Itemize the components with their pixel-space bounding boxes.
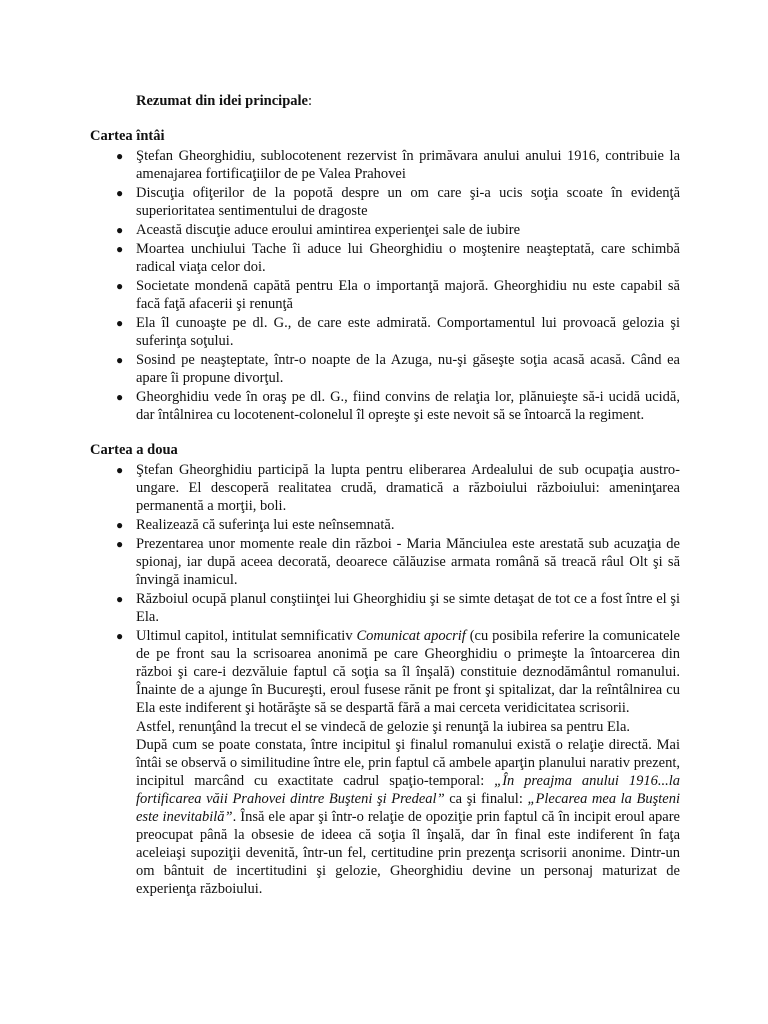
list-item: [90, 221, 680, 239]
continuation-block: [90, 718, 680, 898]
bullet-icon: ●: [116, 518, 124, 532]
list-item: [90, 461, 680, 515]
list-item-text: Societate mondenă capătă pentru Ela o importanţă majoră. Gheorghidiu nu este capabil să facă faţă afacerii şi renunţă: [136, 278, 680, 312]
list-item-text: Realizează că suferinţa lui este neînsemnată.: [136, 517, 395, 533]
list-item-text: Discuţia ofiţerilor de la popotă despre un om care şi-a ucis soţia scoate în evidenţă superioritatea sentimentului de dragoste: [136, 185, 680, 219]
list-item-text: Războiul ocupă planul conştiinţei lui Gheorghidiu şi se simte detaşat de tot ce a fost între el şi Ela.: [136, 591, 680, 625]
last-item-pre: Ultimul capitol, intitulat semnificativ: [136, 628, 357, 644]
section-title-book1: Cartea întâi: [90, 128, 165, 144]
book2-list: [90, 461, 680, 899]
bullet-icon: ●: [116, 279, 124, 293]
heading-text: Rezumat din idei principale: [136, 93, 308, 109]
bullet-icon: ●: [116, 353, 124, 367]
list-item: [90, 314, 680, 350]
bullet-icon: ●: [116, 463, 124, 477]
list-item-text: Ştefan Gheorghidiu participă la lupta pentru eliberarea Ardealului de sub ocupaţia austro-ungare. El descoperă realitatea crudă, dramatică a războiului războiului: ameninţarea permanentă a morţii, boli.: [136, 462, 680, 514]
bullet-icon: ●: [116, 390, 124, 404]
heading-colon: :: [308, 93, 313, 109]
list-item: [90, 147, 680, 183]
list-item: [90, 516, 680, 534]
book1-list: [90, 147, 680, 425]
list-item: [90, 277, 680, 313]
paragraph-astfel: Astfel, renunţând la trecut el se vindecă de gelozie şi renunţă la iubirea sa pentru Ela.: [136, 719, 631, 735]
list-item: [90, 535, 680, 589]
para2-part-b: ca şi finalul:: [444, 791, 528, 807]
quote-incipit: „În preajma anului 1916...la fortificarea văii Prahovei dintre Buşteni şi Predeal”: [136, 773, 680, 807]
list-item: [90, 184, 680, 220]
list-item-text: Ştefan Gheorghidiu, sublocotenent rezervist în primăvara anului anului 1916, contribuie la amenajarea fortificaţiilor de pe Valea Prahovei: [136, 148, 680, 182]
bullet-icon: ●: [116, 592, 124, 606]
list-item: [90, 627, 680, 717]
list-item-text: Prezentarea unor momente reale din război - Maria Mănciulea este arestată sub acuzaţia de spionaj, iar după aceea decorată, deoarece călăuzise armata română să treacă râul Olt şi să învingă inamicul.: [136, 536, 680, 588]
bullet-icon: ●: [116, 186, 124, 200]
para2-part-a: După cum se poate constata, între incipitul şi finalul romanului există o relaţie directă. Mai întâi se observă o similitudine între ele, prin faptul că ambele aparţin planului narativ prezent, incipitul marcând cu exactitate cadrul spaţio-temporal:: [136, 737, 680, 789]
list-item-text: Gheorghidiu vede în oraş pe dl. G., fiind convins de relaţia lor, plănuieşte să-i ucidă ucidă, dar întâlnirea cu locotenent-colonelul îl opreşte şi este nevoit să se întoarcă la regiment.: [136, 389, 680, 423]
bullet-icon: ●: [116, 537, 124, 551]
list-item-text: Moartea unchiului Tache îi aduce lui Gheorghidiu o moştenire neaşteptată, care schimbă radical viaţa celor doi.: [136, 241, 680, 275]
list-item-text: Această discuţie aduce eroului amintirea experienţei sale de iubire: [136, 222, 521, 238]
bullet-icon: ●: [116, 223, 124, 237]
list-item: [90, 351, 680, 387]
list-item: [90, 388, 680, 424]
list-item: [90, 240, 680, 276]
continuation-text: [90, 718, 680, 898]
quote-final: „Plecarea mea la Buşteni este inevitabilă”: [136, 791, 681, 825]
list-item: [90, 590, 680, 626]
bullet-icon: ●: [116, 242, 124, 256]
last-item-post: (cu posibila referire la comunicatele de pe front sau la scrisoarea anonimă pe care Gheorghidiu o primeşte la întoarcerea din război şi care-i dezvăluie faptul că soţia sa îl înşală) constituie deznodământul romanului. Înainte de a ajunge în Bucureşti, eroul fusese rănit pe front şi spitalizat, dar la reîntâlnirea cu Ela este indiferent şi hotărăşte să se despartă fără a mai cerceta veridicitatea scrisorii.: [136, 628, 680, 716]
paragraph-concluzie: [136, 736, 680, 898]
last-item-italic-title: Comunicat apocrif: [356, 628, 466, 644]
bullet-icon: ●: [116, 316, 124, 330]
para2-part-c: . Însă ele apar şi într-o relaţie de opoziţie prin faptul că în incipit eroul apare preocupat până la obsesie de ideea că soţia îl înşală, dar în final este indiferent în faţa aceleiaşi supoziţii devenită, într-un fel, certitudine prin prezenţa scrisorii anonime. Dintr-un om bântuit de incertitudini şi gelozie, Gheorghidiu devine un personaj maturizat de experienţa războiului.: [136, 809, 680, 897]
section-title-book2: Cartea a doua: [90, 442, 178, 458]
bullet-icon: ●: [116, 149, 124, 163]
list-item-text: Ela îl cunoaşte pe dl. G., de care este admirată. Comportamentul lui provoacă gelozia şi suferinţa soţului.: [136, 315, 680, 349]
list-item-text: [136, 627, 680, 717]
list-item-text: Sosind pe neaşteptate, într-o noapte de la Azuga, nu-şi găseşte soţia acasă acasă. Când ea apare îi propune divorţul.: [136, 352, 680, 386]
bullet-icon: ●: [116, 629, 124, 643]
document-heading: [136, 93, 312, 110]
